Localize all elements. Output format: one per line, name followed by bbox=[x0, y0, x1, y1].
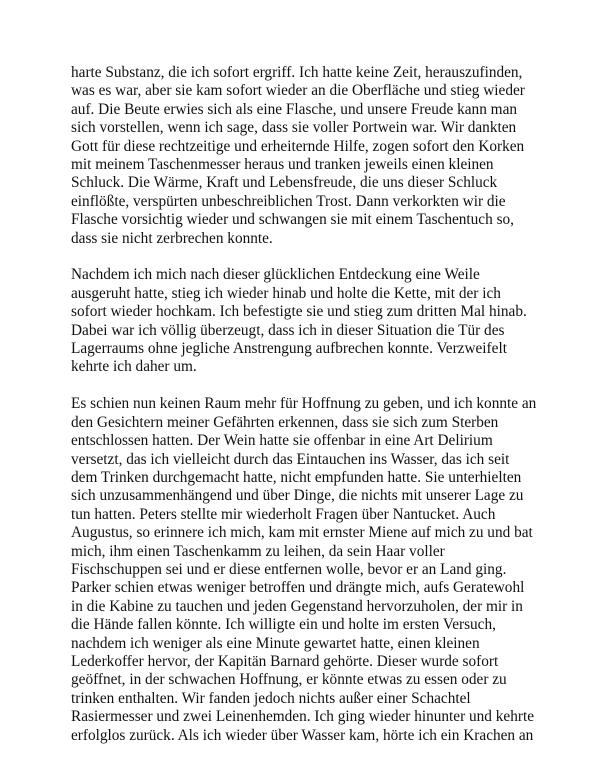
text-line: sich vorstellen, wenn ich sage, dass sie voller Portwein war. Wir dankten bbox=[71, 119, 517, 137]
text-line: ausgeruht hatte, stieg ich wieder hinab und holte die Kette, mit der ich bbox=[71, 284, 501, 302]
text-line: versetzt, das ich vielleicht durch das Eintauchen ins Wasser, das ich seit bbox=[71, 450, 510, 468]
text-line: die Hände fallen könnte. Ich willigte ein und holte im ersten Versuch, bbox=[71, 616, 496, 634]
text-line: Augustus, so erinnere ich mich, kam mit ernster Miene auf mich zu und bat bbox=[71, 524, 533, 542]
text-line: auf. Die Beute erwies sich als eine Flasche, und unsere Freude kann man bbox=[71, 100, 518, 118]
text-line: Parker schien etwas weniger betroffen und drängte mich, aufs Geratewohl bbox=[71, 579, 525, 597]
text-line: Lagerraums ohne jegliche Anstrengung aufbrechen konnte. Verzweifelt bbox=[71, 340, 507, 358]
text-line: in die Kabine zu tauchen und jeden Gegenstand hervorzuholen, der mir in bbox=[71, 597, 523, 615]
text-line: Es schien nun keinen Raum mehr für Hoffnung zu geben, und ich konnte an bbox=[71, 395, 537, 413]
text-line: Dabei war ich völlig überzeugt, dass ich in dieser Situation die Tür des bbox=[71, 321, 505, 339]
text-line: mit meinem Taschenmesser heraus und tranken jeweils einen kleinen bbox=[71, 156, 494, 174]
text-line: Schluck. Die Wärme, Kraft und Lebensfreude, die uns dieser Schluck bbox=[71, 174, 498, 192]
text-line: dass sie nicht zerbrechen konnte. bbox=[71, 229, 273, 247]
text-line: Nachdem ich mich nach dieser glücklichen Entdeckung eine Weile bbox=[71, 266, 480, 284]
text-line: tun hatten. Peters stellte mir wiederholt Fragen über Nantucket. Auch bbox=[71, 505, 496, 523]
text-line: Fischschuppen sei und er diese entfernen wolle, bevor er an Land ging. bbox=[71, 560, 507, 578]
paragraph-2 bbox=[71, 266, 545, 376]
text-line: einflößte, verspürten unbeschreiblichen Trost. Dann verkorkten wir die bbox=[71, 192, 506, 210]
text-line: geöffnet, in der schwachen Hoffnung, er könnte etwas zu essen oder zu bbox=[71, 671, 507, 689]
text-line: entschlossen hatten. Der Wein hatte sie offenbar in eine Art Delirium bbox=[71, 432, 493, 450]
text-line: Flasche vorsichtig wieder und schwangen sie mit einem Taschentuch so, bbox=[71, 211, 514, 229]
text-line: was es war, aber sie kam sofort wieder an die Oberfläche und stieg wieder bbox=[71, 82, 525, 100]
text-line: nachdem ich weniger als eine Minute gewartet hatte, einen kleinen bbox=[71, 634, 480, 652]
text-line: erfolglos zurück. Als ich wieder über Wasser kam, hörte ich ein Krachen an bbox=[71, 726, 534, 744]
text-line: dem Trinken durchgemacht hatte, nicht empfunden hatte. Sie unterhielten bbox=[71, 468, 522, 486]
text-line: sofort wieder hochkam. Ich befestigte sie und stieg zum dritten Mal hinab. bbox=[71, 303, 527, 321]
document-page bbox=[71, 64, 545, 763]
text-line: trinken enthalten. Wir fanden jedoch nichts außer einer Schachtel bbox=[71, 689, 471, 707]
text-line: harte Substanz, die ich sofort ergriff. Ich hatte keine Zeit, herauszufinden, bbox=[71, 64, 523, 81]
text-line: mich, ihm einen Taschenkamm zu leihen, da sein Haar voller bbox=[71, 542, 445, 560]
paragraph-3 bbox=[71, 395, 545, 745]
text-line: kehrte ich daher um. bbox=[71, 358, 197, 376]
text-line: Lederkoffer hervor, der Kapitän Barnard gehörte. Dieser wurde sofort bbox=[71, 652, 499, 670]
text-line: Rasiermesser und zwei Leinenhemden. Ich ging wieder hinunter und kehrte bbox=[71, 708, 534, 726]
text-line: den Gesichtern meiner Gefährten erkennen, dass sie sich zum Sterben bbox=[71, 413, 499, 431]
paragraph-1 bbox=[71, 64, 545, 248]
text-line: sich unzusammenhängend und über Dinge, die nichts mit unserer Lage zu bbox=[71, 487, 524, 505]
text-line: Gott für diese rechtzeitige und erheiternde Hilfe, zogen sofort den Korken bbox=[71, 137, 525, 155]
